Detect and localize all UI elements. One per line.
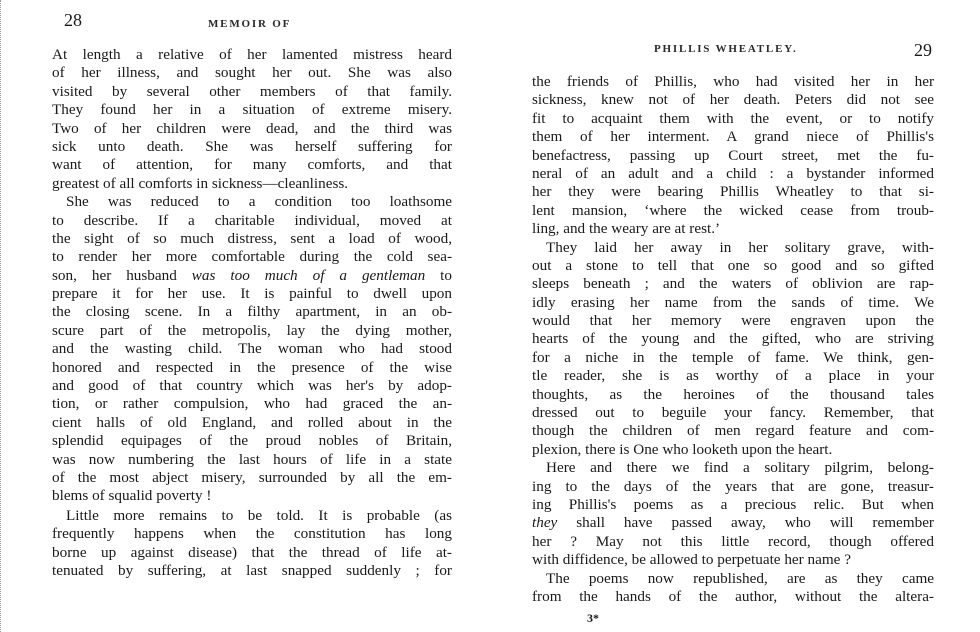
text-line: sick unto death. She was herself suffering for <box>52 137 452 155</box>
right-page <box>532 0 934 632</box>
text-line: prepare it for her use. It is painful to dwell upon <box>52 285 452 303</box>
text-line: neral of an adult and a child : a bystander informed <box>532 164 934 182</box>
text-line: tion, or rather compulsion, who had graced the an- <box>52 395 452 413</box>
text-line: scure part of the metropolis, lay the dying mother, <box>52 321 452 339</box>
text-line: out a stone to tell that one so good and so gifted <box>532 256 934 274</box>
text-line: tenuated by suffering, at last snapped suddenly ; for <box>52 561 452 579</box>
text-line-mixed <box>52 267 452 285</box>
text-line: idly erasing her name from the sands of time. We <box>532 293 934 311</box>
text-line: and good of that country which was her's by adop- <box>52 377 452 395</box>
text-line: was now numbering the last hours of life in a state <box>52 450 452 468</box>
text-line: with diffidence, be allowed to perpetuate her name ? <box>532 551 851 569</box>
text-line: sickness, knew not of her death. Peters did not see <box>532 91 934 109</box>
text-line: would that her memory were engraven upon the <box>532 312 934 330</box>
text-line: greatest of all comforts in sickness—cleanliness. <box>52 174 349 192</box>
text-line: to render her more comfortable during the cold sea- <box>52 248 452 266</box>
text-line: borne up against disease) that the thread of life at- <box>52 543 452 561</box>
text-line: At length a relative of her lamented mistress heard <box>52 46 452 63</box>
text-line: benefactress, passing up Court street, met the fu- <box>532 146 934 164</box>
right-page-text <box>532 73 934 606</box>
text-line: her they were bearing Phillis Wheatley to that si- <box>532 183 934 201</box>
italic-run: was too much of a gentleman <box>191 266 426 284</box>
text-line: to describe. If a charitable individual, moved at <box>52 211 452 229</box>
text-line: plexion, there is One who looketh upon the heart. <box>532 440 833 458</box>
text-line: ling, and the weary are at rest.’ <box>532 220 721 238</box>
text-line: honored and respected in the presence of the wise <box>52 358 452 376</box>
text-line: visited by several other members of that family. <box>52 82 452 100</box>
text-line: Little more remains to be told. It is probable (as <box>66 506 452 524</box>
text-line: She was reduced to a condition too loathsome <box>66 193 452 211</box>
right-page-number: 29 <box>914 40 932 60</box>
left-running-head: MEMOIR OF <box>208 18 292 30</box>
text-line: her ? May not this little record, though offered <box>532 532 934 550</box>
text-line: from the hands of the author, without the altera- <box>532 587 934 605</box>
text-line: though the children of men regard feature and com- <box>532 422 934 440</box>
text-line: sleeps beneath ; and the waters of oblivion are rap- <box>532 275 934 293</box>
text-run: to <box>425 266 452 284</box>
text-line: cient halls of old England, and rolled about in the <box>52 413 452 431</box>
text-line: ing Phillis's poems as a precious relic. But when <box>532 495 934 513</box>
text-line: Two of her children were dead, and the third was <box>52 119 452 137</box>
page-edge-marks <box>0 0 5 632</box>
text-line: the sight of so much distress, sent a load of wood, <box>52 229 452 247</box>
text-line: tle reader, she is as worthy of a place in your <box>532 367 934 385</box>
text-line: The poems now republished, are as they came <box>546 569 934 587</box>
text-line: frequently happens when the constitution has long <box>52 525 452 543</box>
text-line: of the most abject misery, surrounded by all the em- <box>52 468 452 486</box>
right-running-head: PHILLIS WHEATLEY. <box>654 43 798 55</box>
text-line: the closing scene. In a filthy apartment, in an ob- <box>52 303 452 321</box>
text-line: thoughts, as the heroines of the thousand tales <box>532 385 934 403</box>
text-line: ing to the days of the years that are gone, treasur- <box>532 477 934 495</box>
text-line: dressed out to beguile your fancy. Remember, that <box>532 404 934 422</box>
left-page-number: 28 <box>64 10 82 30</box>
text-line: fit to acquaint them with the event, or to notify <box>532 109 934 127</box>
text-line: the friends of Phillis, who had visited her in her <box>532 73 934 90</box>
text-run: son, her husband <box>52 266 192 284</box>
text-line: for a niche in the temple of fame. We think, gen- <box>532 348 934 366</box>
text-line: lent mansion, ‘where the wicked cease from troub- <box>532 201 934 219</box>
text-line: splendid equipages of the proud nobles of Britain, <box>52 432 452 450</box>
text-line: of her illness, and sought her out. She was also <box>52 64 452 82</box>
text-line: want of attention, for many comforts, and that <box>52 156 452 174</box>
text-run: shall have passed away, who will remember <box>557 514 934 532</box>
text-line: them of her interment. A grand niece of Phillis's <box>532 128 934 146</box>
text-line: and the wasting child. The woman who had stood <box>52 340 452 358</box>
text-line: blems of squalid poverty ! <box>52 487 212 505</box>
text-line: They found her in a situation of extreme misery. <box>52 101 452 119</box>
text-line-mixed <box>532 514 934 532</box>
text-line: They laid her away in her solitary grave, with- <box>546 238 934 256</box>
text-line: Here and there we find a solitary pilgrim, belong- <box>546 459 934 477</box>
signature-mark: 3* <box>587 611 599 625</box>
text-line: hearts of the young and the gifted, who are striving <box>532 330 934 348</box>
left-page-text <box>52 46 452 580</box>
italic-run: they <box>532 514 558 532</box>
left-page <box>52 0 452 632</box>
